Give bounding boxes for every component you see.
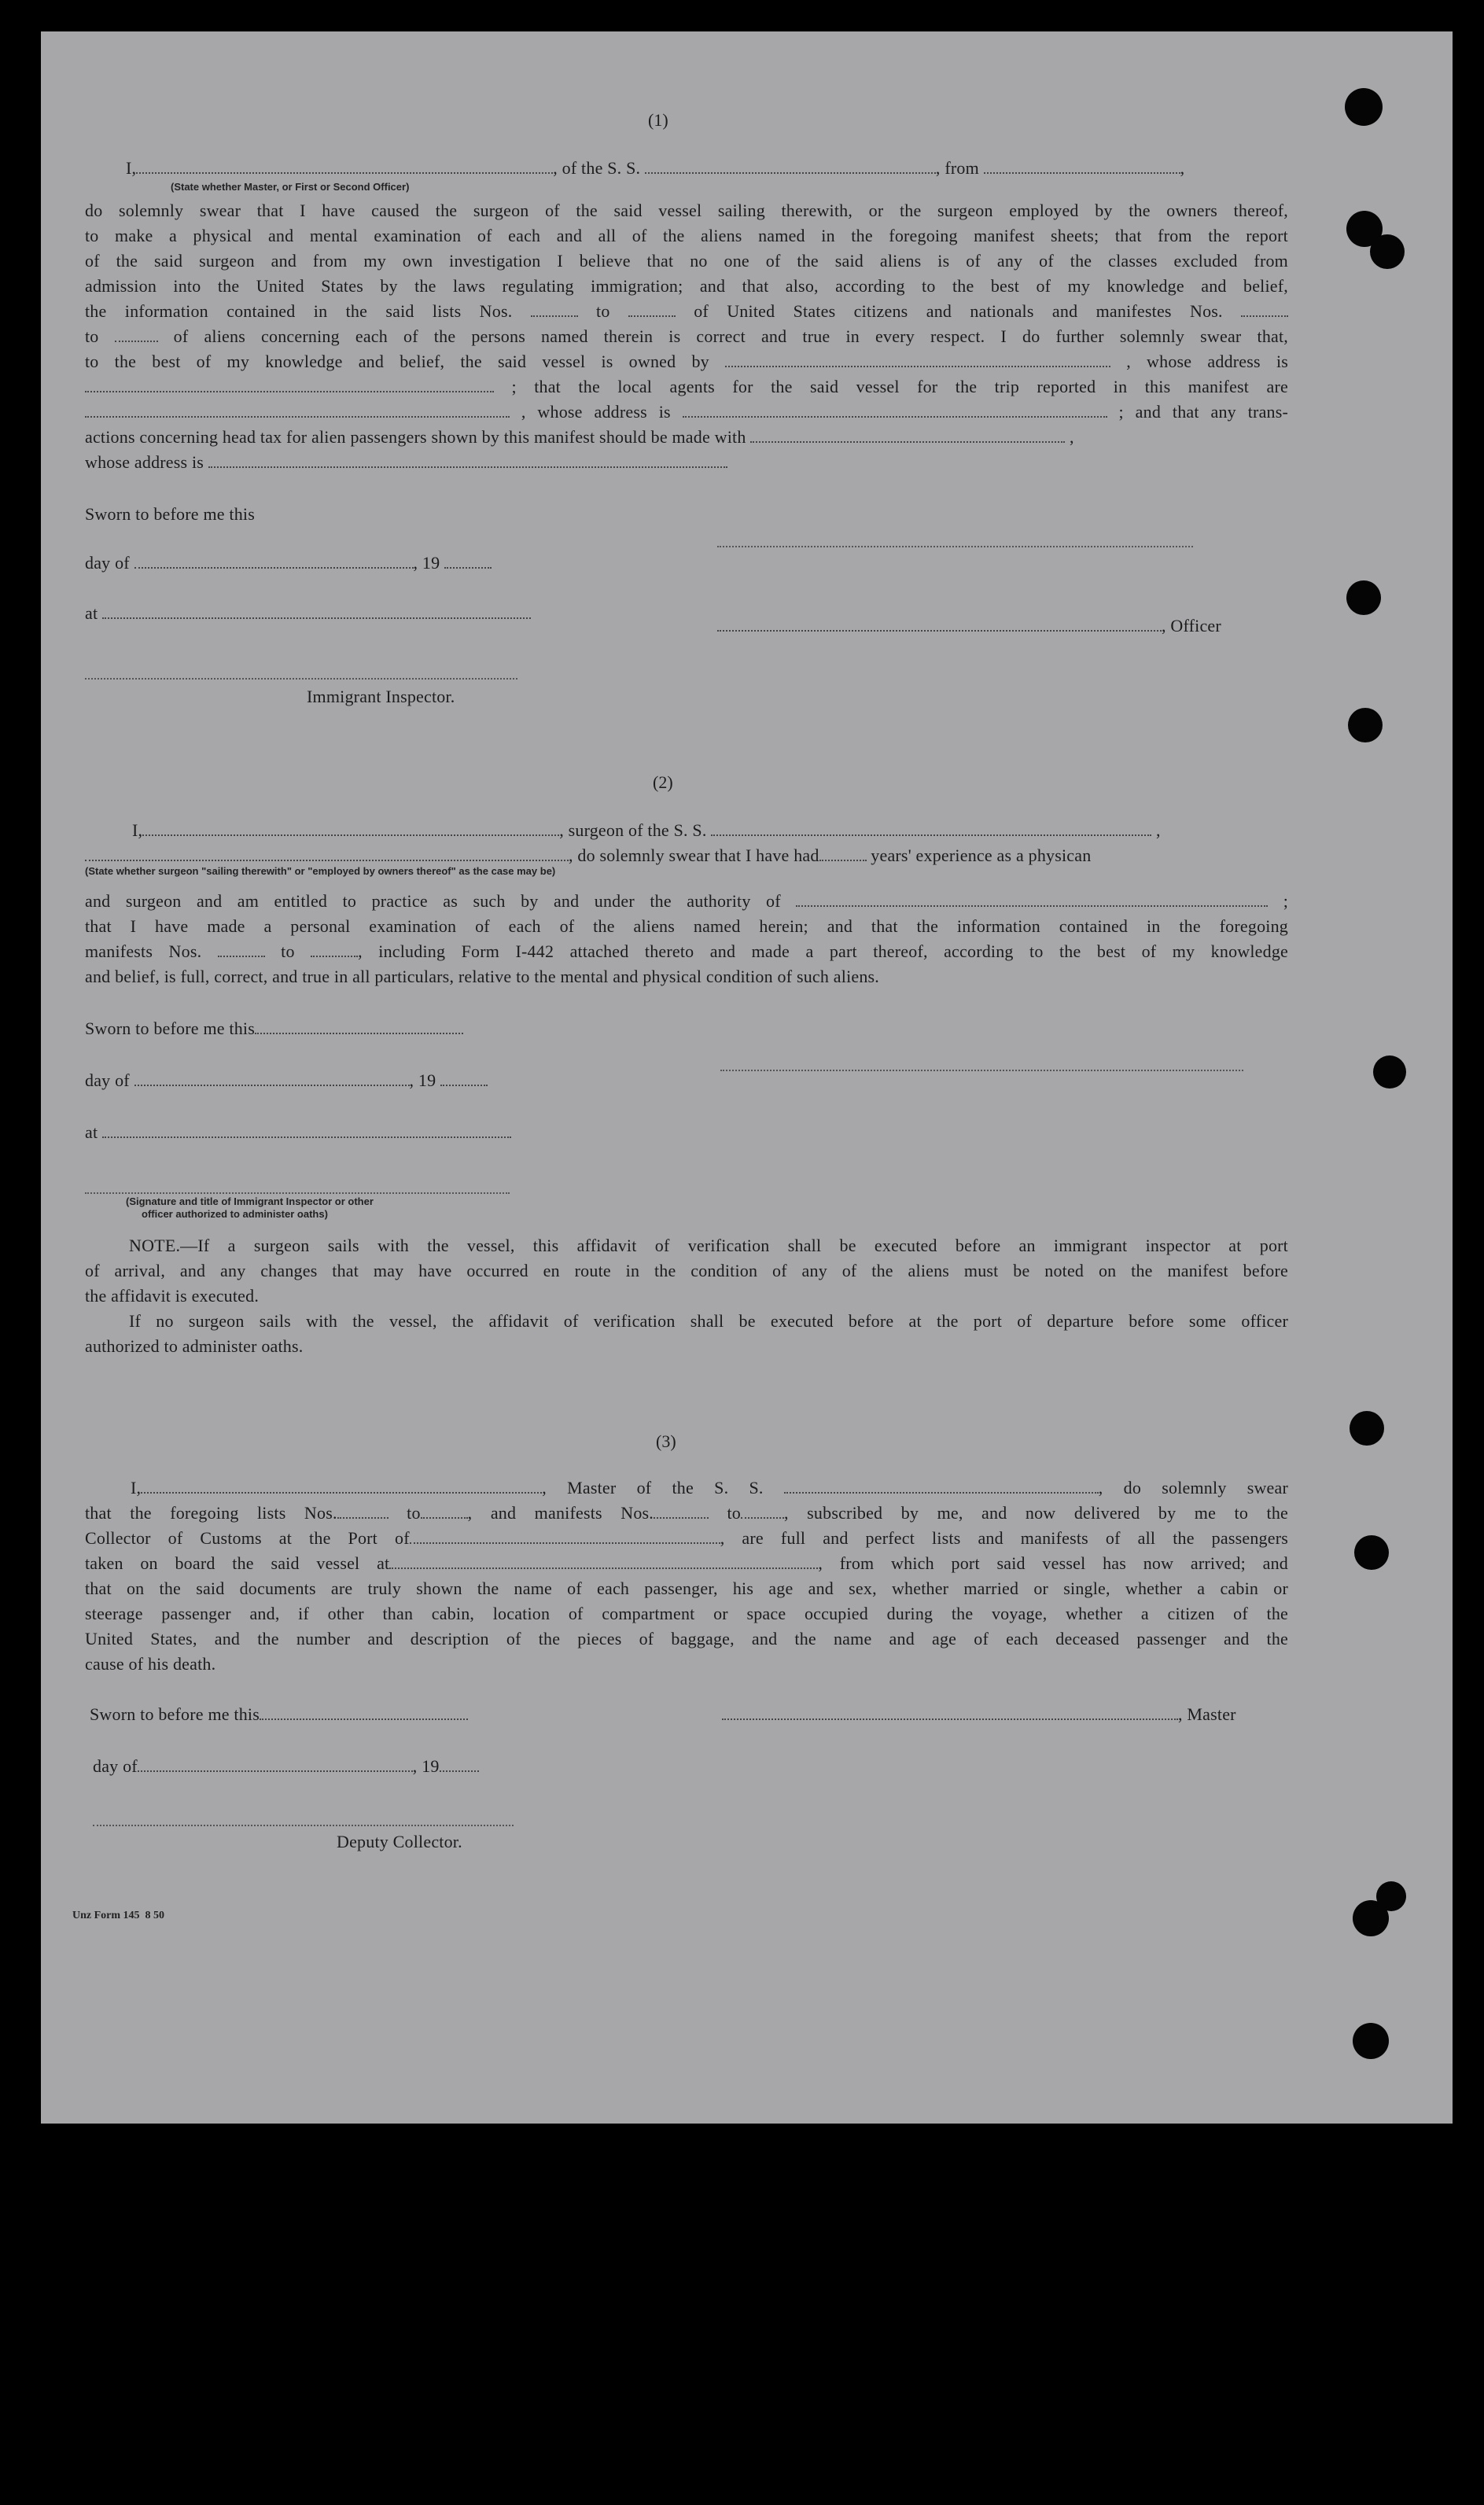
form-page — [41, 31, 1453, 2124]
s1-body-line: to make a physical and mental examination of each and all of the aliens named in the foregoing manifest sheets; that from the report — [85, 226, 1288, 245]
punch-hole — [1354, 1535, 1389, 1570]
s1-line-aliens: to of aliens concerning each of the persons named therein is correct and true in every respect. I do further solemnly swear that, — [85, 326, 1289, 346]
s3-body-line: steerage passenger and, if other than cabin, location of compartment or space occupied during the voyage, whether a citizen of the — [85, 1604, 1288, 1623]
section-2-number: (2) — [653, 772, 673, 792]
punch-hole — [1345, 88, 1383, 126]
s1-officer: , Officer — [717, 613, 1221, 639]
punch-hole — [1350, 1411, 1384, 1446]
s3-body-line: United States, and the number and description of the pieces of baggage, and the name and age of each deceased passenger and the — [85, 1629, 1288, 1649]
s2-line-1: I, , surgeon of the S. S. , — [132, 820, 1161, 840]
s3-line-3: Collector of Customs at the Port of , are full and perfect lists and manifests of all the passengers — [85, 1528, 1288, 1548]
s2-line-2: , do solemnly swear that I have had years' experience as a physican — [85, 843, 1091, 868]
punch-hole — [1348, 708, 1383, 742]
s3-deputy-line — [93, 1823, 514, 1826]
s1-line-lists: the information contained in the said lists Nos. to of United States citizens and nationals and manifestes Nos. — [85, 299, 1288, 324]
punch-hole — [1376, 1881, 1406, 1911]
s1-signature-line — [717, 544, 1193, 547]
s2-line-manifests: manifests Nos. to , including Form I-442 attached thereto and made a part thereof, according to the best of my knowledge — [85, 941, 1288, 961]
s3-body-line: that on the said documents are truly shown the name of each passenger, his age and sex, whether married or single, whether a cabin or — [85, 1579, 1288, 1598]
s1-dayof: day of , 19 — [85, 551, 492, 576]
form-id: Unz Form 145 8 50 — [72, 1910, 165, 1921]
s2-inspector-line — [85, 1191, 510, 1194]
s3-dayof: day of , 19 — [93, 1754, 479, 1779]
s2-sworn: Sworn to before me this — [85, 1016, 463, 1041]
s2-sig-note-1: (Signature and title of Immigrant Inspector or other — [126, 1195, 374, 1207]
note-line: the affidavit is executed. — [85, 1286, 260, 1306]
s1-line-owner: to the best of my knowledge and belief, the said vessel is owned by , whose address is — [85, 352, 1289, 371]
s1-line-agents: ; that the local agents for the said vessel for the trip reported in this manifest are — [85, 374, 1288, 400]
s2-signature-line — [720, 1068, 1243, 1071]
s1-line-agent-address: , whose address is ; and that any trans- — [85, 400, 1288, 425]
punch-hole — [1370, 234, 1405, 269]
section-3-number: (3) — [656, 1431, 676, 1451]
s1-line-address: whose address is — [85, 450, 727, 475]
s1-officer-note: (State whether Master, or First or Second Officer) — [171, 181, 410, 193]
punch-hole — [1353, 2023, 1389, 2059]
note-line: NOTE.—If a surgeon sails with the vessel, this affidavit of verification shall be executed before an immigrant inspector at port — [129, 1236, 1288, 1255]
s3-line-4: taken on board the said vessel at , from which port said vessel has now arrived; and — [85, 1553, 1288, 1573]
s1-inspector-label: Immigrant Inspector. — [307, 687, 455, 706]
s2-note-block — [85, 1233, 1288, 1359]
punch-hole — [1346, 580, 1381, 615]
s2-at: at — [85, 1120, 511, 1145]
s2-line-belief: and belief, is full, correct, and true in all particulars, relative to the mental and physical condition of such aliens. — [85, 967, 880, 986]
s1-line-headtax: actions concerning head tax for alien passengers shown by this manifest should be made with , — [85, 427, 1074, 447]
s3-body-line: cause of his death. — [85, 1654, 216, 1674]
s1-line-1: I, , of the S. S. , from , — [126, 158, 1185, 178]
s2-dayof: day of , 19 — [85, 1068, 488, 1093]
s3-line-1: I, , Master of the S. S. , do solemnly swear — [131, 1478, 1289, 1497]
s1-body-line: admission into the United States by the laws regulating immigration; and that also, according to the best of my knowledge and belief, — [85, 276, 1288, 296]
s1-inspector-line — [85, 676, 517, 680]
s2-sig-note-2: officer authorized to administer oaths) — [142, 1208, 328, 1220]
s3-master: , Master — [722, 1702, 1236, 1727]
s2-line-authority: and surgeon and am entitled to practice as such by and under the authority of ; — [85, 891, 1289, 911]
note-line: of arrival, and any changes that may have occurred en route in the condition of any of the aliens must be noted on the manifest before — [85, 1261, 1288, 1280]
s1-sworn: Sworn to before me this — [85, 504, 256, 524]
s1-body-line: do solemnly swear that I have caused the surgeon of the said vessel sailing therewith, or the surgeon employed by the owners thereof, — [85, 201, 1288, 220]
s1-body-line: of the said surgeon and from my own investigation I believe that no one of the said aliens is of any of the classes excluded from — [85, 251, 1288, 271]
s3-deputy-label: Deputy Collector. — [337, 1832, 462, 1851]
note-line: authorized to administer oaths. — [85, 1336, 304, 1356]
punch-hole — [1373, 1055, 1406, 1089]
s3-sworn: Sworn to before me this — [90, 1702, 468, 1727]
s1-at: at — [85, 601, 531, 626]
s2-surgeon-note: (State whether surgeon "sailing therewith" or "employed by owners thereof" as the case may be) — [85, 865, 556, 877]
section-1-number: (1) — [648, 110, 668, 130]
note-line: If no surgeon sails with the vessel, the affidavit of verification shall be executed before at the port of departure before some officer — [129, 1311, 1288, 1331]
s3-line-2: that the foregoing lists Nos. to , and manifests Nos. to , subscribed by me, and now delivered by me to the — [85, 1503, 1289, 1523]
s2-line-examination: that I have made a personal examination of each of the aliens named herein; and that the information contained in the foregoing — [85, 916, 1288, 936]
